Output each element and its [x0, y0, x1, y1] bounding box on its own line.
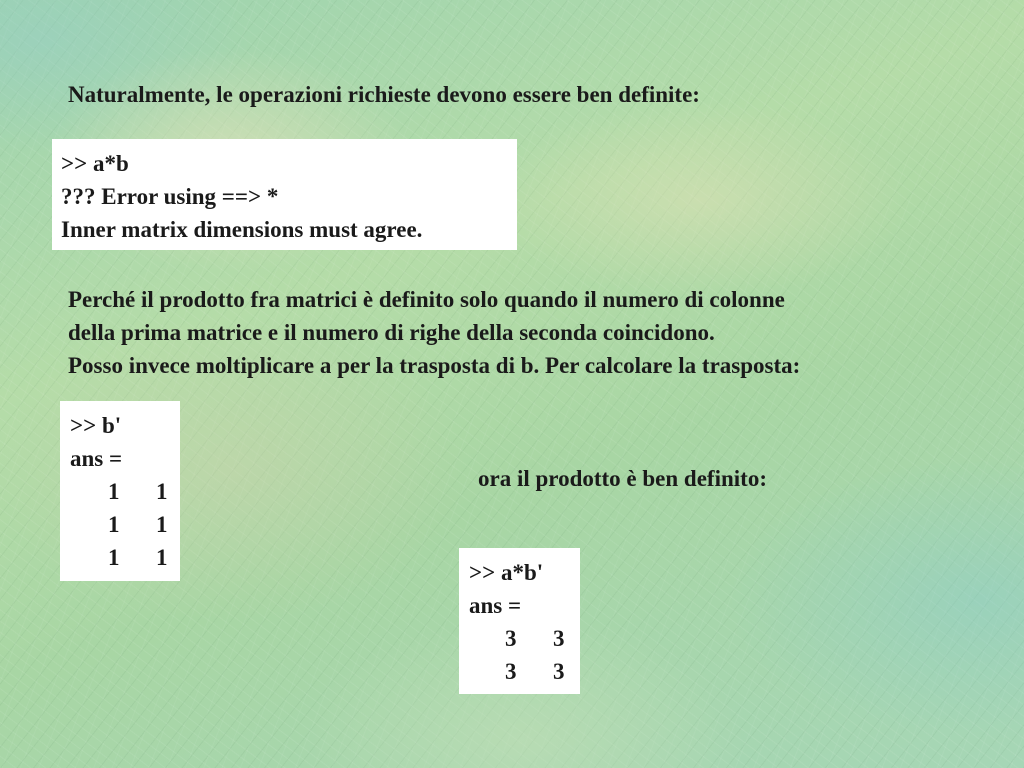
matrix-cell: 1 [108, 512, 120, 537]
error-command-line: >> a*b [61, 151, 129, 176]
explanation-line: Perché il prodotto fra matrici è definito solo quando il numero di colonne [68, 287, 785, 312]
matrix-cell: 3 [553, 626, 565, 651]
product-note: ora il prodotto è ben definito: [478, 466, 767, 491]
matrix-row [70, 475, 180, 508]
transpose-command: >> b' [70, 413, 122, 438]
matrix-cell: 1 [156, 512, 168, 537]
error-code-box [52, 139, 517, 250]
matrix-cell: 1 [108, 479, 120, 504]
product-command: >> a*b' [469, 560, 544, 585]
matrix-cell: 3 [553, 659, 565, 684]
matrix-row [70, 508, 180, 541]
matrix-cell: 3 [505, 626, 517, 651]
matrix-cell: 3 [505, 659, 517, 684]
product-code-box [459, 548, 580, 694]
transpose-code-box [60, 401, 180, 581]
matrix-row [70, 541, 180, 574]
intro-text: Naturalmente, le operazioni richieste devono essere ben definite: [68, 82, 700, 107]
error-message-line: ??? Error using ==> * [61, 184, 279, 209]
explanation-paragraph [68, 283, 800, 382]
matrix-row [469, 655, 580, 688]
product-ans-label: ans = [469, 593, 522, 618]
error-detail-line: Inner matrix dimensions must agree. [61, 217, 423, 242]
matrix-row [469, 622, 580, 655]
matrix-cell: 1 [108, 545, 120, 570]
matrix-cell: 1 [156, 479, 168, 504]
transpose-ans-label: ans = [70, 446, 123, 471]
explanation-line: Posso invece moltiplicare a per la trasposta di b. Per calcolare la trasposta: [68, 353, 801, 378]
explanation-line: della prima matrice e il numero di righe della seconda coincidono. [68, 320, 715, 345]
matrix-cell: 1 [156, 545, 168, 570]
